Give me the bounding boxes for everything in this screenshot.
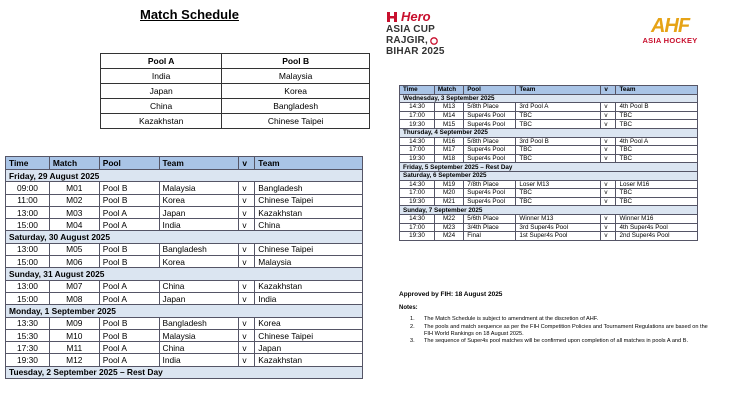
- left-schedule-table: [5, 156, 363, 379]
- cell-match: M19: [434, 180, 463, 189]
- pools-row: [101, 84, 370, 99]
- cell-versus: v: [239, 256, 255, 268]
- cell-team-away: Japan: [255, 342, 363, 354]
- match-row: [400, 232, 698, 241]
- cell-team-away: Korea: [255, 317, 363, 329]
- cell-team-away: TBC: [616, 111, 698, 120]
- header-match: Match: [49, 157, 99, 170]
- ahf-mark: AHF: [650, 15, 690, 37]
- cell-pool: Super4s Pool: [464, 146, 516, 155]
- schedule-header-row: [400, 86, 698, 95]
- cell-team-away: TBC: [616, 197, 698, 206]
- cell-pool: Pool B: [99, 256, 159, 268]
- cell-team-home: Loser M13: [516, 180, 601, 189]
- cell-time: 17:00: [400, 223, 435, 232]
- cell-time: 15:30: [6, 329, 50, 341]
- cell-match: M21: [434, 197, 463, 206]
- cell-team-away: India: [255, 292, 363, 304]
- header-team-home: Team: [159, 157, 239, 170]
- day-row: [6, 231, 363, 243]
- cell-pool: Super4s Pool: [464, 120, 516, 129]
- cell-versus: v: [601, 223, 616, 232]
- cell-pool: 3/4th Place: [464, 223, 516, 232]
- header-versus: v: [239, 157, 255, 170]
- pools-table: [100, 53, 370, 129]
- cell-pool: Pool A: [99, 206, 159, 218]
- ahf-subtitle: ASIA HOCKEY: [642, 36, 698, 45]
- cell-time: 17:00: [400, 111, 435, 120]
- rajgir-line: [386, 35, 456, 46]
- cell-team-home: TBC: [516, 189, 601, 198]
- pool-a-team: Kazakhstan: [101, 114, 222, 129]
- cell-match: M09: [49, 317, 99, 329]
- cell-team-home: India: [159, 219, 239, 231]
- cell-match: M20: [434, 189, 463, 198]
- hockey-ball-icon: [430, 37, 438, 45]
- cell-match: M22: [434, 214, 463, 223]
- page-title: Match Schedule: [140, 7, 239, 22]
- cell-team-away: 4th Pool A: [616, 137, 698, 146]
- note-number: 2.: [410, 323, 415, 330]
- pool-a-team: India: [101, 69, 222, 84]
- note-text: The sequence of Super4s pool matches will be confirmed upon completion of all matches in pools A and B.: [424, 338, 688, 345]
- cell-team-home: 3rd Pool A: [516, 103, 601, 112]
- match-row: [400, 214, 698, 223]
- note-number: 1.: [410, 316, 415, 322]
- pools-header-b: Pool B: [222, 54, 370, 69]
- cell-match: M11: [49, 342, 99, 354]
- cell-versus: v: [601, 120, 616, 129]
- cell-time: 09:00: [6, 182, 50, 194]
- header-match: Match: [434, 86, 463, 95]
- note-item: [410, 316, 710, 323]
- day-row: [400, 163, 698, 172]
- cell-time: 19:30: [6, 354, 50, 366]
- day-row: [400, 94, 698, 103]
- cell-team-away: Chinese Taipei: [255, 243, 363, 255]
- cell-match: M05: [49, 243, 99, 255]
- cell-team-home: Winner M13: [516, 214, 601, 223]
- cell-match: M06: [49, 256, 99, 268]
- header-pool: Pool: [99, 157, 159, 170]
- match-row: [6, 206, 363, 218]
- cell-match: M10: [49, 329, 99, 341]
- cell-team-home: TBC: [516, 120, 601, 129]
- notes-list: [410, 316, 710, 346]
- cell-versus: v: [239, 317, 255, 329]
- cell-team-away: 2nd Super4s Pool: [616, 232, 698, 241]
- cell-pool: Pool B: [99, 194, 159, 206]
- cell-time: 11:00: [6, 194, 50, 206]
- day-label: Friday, 5 September 2025 – Rest Day: [400, 163, 698, 172]
- cell-match: M04: [49, 219, 99, 231]
- cell-team-home: 3rd Pool B: [516, 137, 601, 146]
- cell-versus: v: [601, 154, 616, 163]
- cell-time: 19:30: [400, 197, 435, 206]
- cell-time: 13:30: [6, 317, 50, 329]
- match-row: [6, 194, 363, 206]
- match-row: [400, 120, 698, 129]
- cell-versus: v: [239, 292, 255, 304]
- header-time: Time: [6, 157, 50, 170]
- cell-time: 14:30: [400, 103, 435, 112]
- note-number: 3.: [410, 338, 415, 345]
- cell-team-away: China: [255, 219, 363, 231]
- pools-header-row: [101, 54, 370, 69]
- bihar-text: BIHAR 2025: [386, 46, 445, 57]
- cell-versus: v: [239, 219, 255, 231]
- cell-versus: v: [601, 189, 616, 198]
- cell-pool: Super4s Pool: [464, 197, 516, 206]
- match-row: [400, 223, 698, 232]
- cell-versus: v: [239, 342, 255, 354]
- cell-pool: Super4s Pool: [464, 154, 516, 163]
- cell-team-away: Bangladesh: [255, 182, 363, 194]
- hero-h-icon: [386, 11, 398, 23]
- match-row: [6, 219, 363, 231]
- cell-time: 17:30: [6, 342, 50, 354]
- note-text: The Match Schedule is subject to amendment at the discretion of AHF.: [424, 316, 599, 322]
- cell-match: M17: [434, 146, 463, 155]
- cell-team-home: Korea: [159, 194, 239, 206]
- cell-time: 15:00: [6, 292, 50, 304]
- day-row: [6, 268, 363, 280]
- cell-versus: v: [601, 146, 616, 155]
- cell-team-home: Bangladesh: [159, 243, 239, 255]
- schedule-header-row: [6, 157, 363, 170]
- pool-b-team: Chinese Taipei: [222, 114, 370, 129]
- cell-team-away: Chinese Taipei: [255, 194, 363, 206]
- match-row: [6, 354, 363, 366]
- cell-match: M14: [434, 111, 463, 120]
- cell-pool: Pool A: [99, 292, 159, 304]
- pools-header-a: Pool A: [101, 54, 222, 69]
- cell-time: 13:00: [6, 206, 50, 218]
- cell-versus: v: [239, 194, 255, 206]
- cell-team-home: 1st Super4s Pool: [516, 232, 601, 241]
- cell-team-away: Kazakhstan: [255, 280, 363, 292]
- cell-versus: v: [239, 354, 255, 366]
- match-row: [6, 256, 363, 268]
- cell-match: M02: [49, 194, 99, 206]
- cell-team-home: TBC: [516, 197, 601, 206]
- cell-match: M13: [434, 103, 463, 112]
- header-team-away: Team: [616, 86, 698, 95]
- cell-pool: Pool B: [99, 329, 159, 341]
- cell-team-away: Malaysia: [255, 256, 363, 268]
- cell-team-home: Bangladesh: [159, 317, 239, 329]
- pool-b-team: Korea: [222, 84, 370, 99]
- match-row: [6, 243, 363, 255]
- day-row: [6, 305, 363, 317]
- day-label: Sunday, 7 September 2025: [400, 206, 698, 215]
- cell-versus: v: [601, 137, 616, 146]
- day-label: Saturday, 30 August 2025: [6, 231, 363, 243]
- note-item: [410, 338, 710, 345]
- cell-team-home: China: [159, 280, 239, 292]
- asia-cup-text: ASIA CUP: [386, 24, 436, 35]
- cell-versus: v: [239, 243, 255, 255]
- match-row: [400, 146, 698, 155]
- day-label: Thursday, 4 September 2025: [400, 128, 698, 137]
- cell-time: 15:00: [6, 256, 50, 268]
- cell-pool: Pool A: [99, 280, 159, 292]
- cell-time: 17:00: [400, 146, 435, 155]
- cell-time: 15:00: [6, 219, 50, 231]
- cell-pool: Final: [464, 232, 516, 241]
- pools-row: [101, 99, 370, 114]
- cell-team-home: India: [159, 354, 239, 366]
- cell-time: 17:00: [400, 189, 435, 198]
- cell-versus: v: [239, 182, 255, 194]
- match-row: [400, 103, 698, 112]
- header-team-away: Team: [255, 157, 363, 170]
- notes-title: Notes:: [399, 305, 418, 311]
- ahf-logo: [630, 16, 710, 45]
- day-row: [6, 170, 363, 182]
- cell-team-home: Japan: [159, 206, 239, 218]
- match-row: [6, 317, 363, 329]
- match-row: [6, 280, 363, 292]
- cell-versus: v: [601, 232, 616, 241]
- cell-team-home: Japan: [159, 292, 239, 304]
- cell-pool: 5/8th Place: [464, 103, 516, 112]
- match-row: [400, 180, 698, 189]
- match-row: [6, 182, 363, 194]
- cell-pool: Pool A: [99, 342, 159, 354]
- cell-team-home: Malaysia: [159, 329, 239, 341]
- cell-team-home: China: [159, 342, 239, 354]
- pools-row: [101, 69, 370, 84]
- day-label: Wednesday, 3 September 2025: [400, 94, 698, 103]
- cell-time: 14:30: [400, 214, 435, 223]
- day-row: [6, 366, 363, 378]
- cell-team-home: 3rd Super4s Pool: [516, 223, 601, 232]
- right-schedule-table: [399, 85, 698, 241]
- cell-team-away: Loser M16: [616, 180, 698, 189]
- pool-a-team: Japan: [101, 84, 222, 99]
- approval-text: Approved by FIH: 18 August 2025: [399, 291, 503, 298]
- cell-team-away: TBC: [616, 120, 698, 129]
- cell-match: M18: [434, 154, 463, 163]
- header-versus: v: [601, 86, 616, 95]
- cell-versus: v: [239, 280, 255, 292]
- cell-time: 19:30: [400, 232, 435, 241]
- cell-pool: Pool B: [99, 243, 159, 255]
- cell-pool: Pool B: [99, 317, 159, 329]
- match-row: [400, 154, 698, 163]
- match-row: [400, 111, 698, 120]
- cell-team-away: 4th Super4s Pool: [616, 223, 698, 232]
- cell-pool: 7/8th Place: [464, 180, 516, 189]
- match-row: [6, 329, 363, 341]
- cell-versus: v: [601, 180, 616, 189]
- cell-versus: v: [601, 103, 616, 112]
- rajgir-text: RAJGIR,: [386, 35, 428, 46]
- cell-team-away: Chinese Taipei: [255, 329, 363, 341]
- cell-team-away: TBC: [616, 154, 698, 163]
- cell-versus: v: [601, 197, 616, 206]
- cell-pool: Super4s Pool: [464, 189, 516, 198]
- match-row: [400, 197, 698, 206]
- cell-pool: Pool A: [99, 219, 159, 231]
- cell-team-away: Winner M16: [616, 214, 698, 223]
- cell-match: M08: [49, 292, 99, 304]
- day-row: [400, 128, 698, 137]
- cell-team-away: 4th Pool B: [616, 103, 698, 112]
- cell-time: 19:30: [400, 120, 435, 129]
- cell-team-home: Korea: [159, 256, 239, 268]
- pools-row: [101, 114, 370, 129]
- cell-pool: Pool B: [99, 182, 159, 194]
- note-text: The pools and match sequence as per the FIH Competition Policies and Tournament Regulations are based on the FIH World Rankings on 18 August 2025.: [424, 323, 708, 337]
- note-item: [410, 324, 710, 338]
- cell-team-away: Kazakhstan: [255, 206, 363, 218]
- cell-match: M03: [49, 206, 99, 218]
- cell-team-away: Kazakhstan: [255, 354, 363, 366]
- match-row: [400, 189, 698, 198]
- cell-time: 14:30: [400, 180, 435, 189]
- day-row: [400, 206, 698, 215]
- cell-team-home: TBC: [516, 146, 601, 155]
- cell-team-home: TBC: [516, 154, 601, 163]
- match-row: [6, 342, 363, 354]
- cell-match: M16: [434, 137, 463, 146]
- cell-versus: v: [239, 206, 255, 218]
- header-time: Time: [400, 86, 435, 95]
- day-label: Monday, 1 September 2025: [6, 305, 363, 317]
- cell-time: 19:30: [400, 154, 435, 163]
- header-pool: Pool: [464, 86, 516, 95]
- cell-match: M24: [434, 232, 463, 241]
- pool-b-team: Bangladesh: [222, 99, 370, 114]
- match-row: [6, 292, 363, 304]
- day-label: Friday, 29 August 2025: [6, 170, 363, 182]
- day-label: Sunday, 31 August 2025: [6, 268, 363, 280]
- cell-time: 14:30: [400, 137, 435, 146]
- cell-pool: 5/8th Place: [464, 137, 516, 146]
- cell-match: M12: [49, 354, 99, 366]
- day-label: Saturday, 6 September 2025: [400, 171, 698, 180]
- cell-time: 13:00: [6, 280, 50, 292]
- cell-pool: Pool A: [99, 354, 159, 366]
- cell-team-home: Malaysia: [159, 182, 239, 194]
- day-label: Tuesday, 2 September 2025 – Rest Day: [6, 366, 363, 378]
- cell-versus: v: [239, 329, 255, 341]
- cell-team-away: TBC: [616, 189, 698, 198]
- cell-versus: v: [601, 214, 616, 223]
- hero-asia-cup-logo: [386, 10, 456, 57]
- hero-brand-text: Hero: [401, 9, 431, 24]
- cell-team-away: TBC: [616, 146, 698, 155]
- cell-pool: Super4s Pool: [464, 111, 516, 120]
- pool-a-team: China: [101, 99, 222, 114]
- cell-match: M15: [434, 120, 463, 129]
- cell-match: M23: [434, 223, 463, 232]
- pool-b-team: Malaysia: [222, 69, 370, 84]
- cell-versus: v: [601, 111, 616, 120]
- day-row: [400, 171, 698, 180]
- cell-pool: 5/6th Place: [464, 214, 516, 223]
- cell-match: M01: [49, 182, 99, 194]
- cell-team-home: TBC: [516, 111, 601, 120]
- cell-time: 13:00: [6, 243, 50, 255]
- header-team-home: Team: [516, 86, 601, 95]
- match-row: [400, 137, 698, 146]
- cell-match: M07: [49, 280, 99, 292]
- hero-brand: [386, 10, 456, 24]
